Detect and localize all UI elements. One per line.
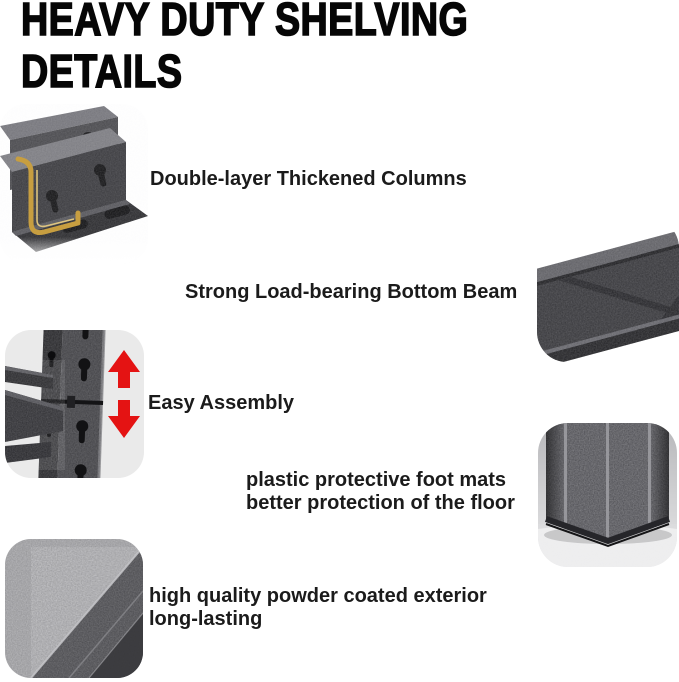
feature-label-foot-mats-line1: plastic protective foot mats: [246, 469, 507, 491]
page-title-line2: DETAILS: [21, 45, 183, 97]
foot-mat-photo: [538, 423, 677, 567]
feature-label-foot-mats: [246, 469, 515, 515]
feature-label-assembly: Easy Assembly: [148, 392, 295, 414]
page-title-line1: HEAVY DUTY SHELVING: [21, 0, 469, 45]
feature-label-coating-line2: long-lasting: [149, 608, 263, 630]
columns-photo: [0, 104, 148, 264]
feature-label-columns: Double-layer Thickened Columns: [150, 168, 467, 190]
feature-label-coating-line1: high quality powder coated exterior: [149, 585, 487, 607]
page-title: [21, 0, 468, 97]
bottom-beam-photo: [537, 218, 679, 362]
feature-label-beam: Strong Load-bearing Bottom Beam: [185, 281, 518, 303]
feature-label-coating: [149, 585, 487, 631]
easy-assembly-photo: [5, 330, 144, 478]
powder-coating-photo: [5, 539, 143, 678]
feature-label-foot-mats-line2: better protection of the floor: [246, 492, 515, 514]
